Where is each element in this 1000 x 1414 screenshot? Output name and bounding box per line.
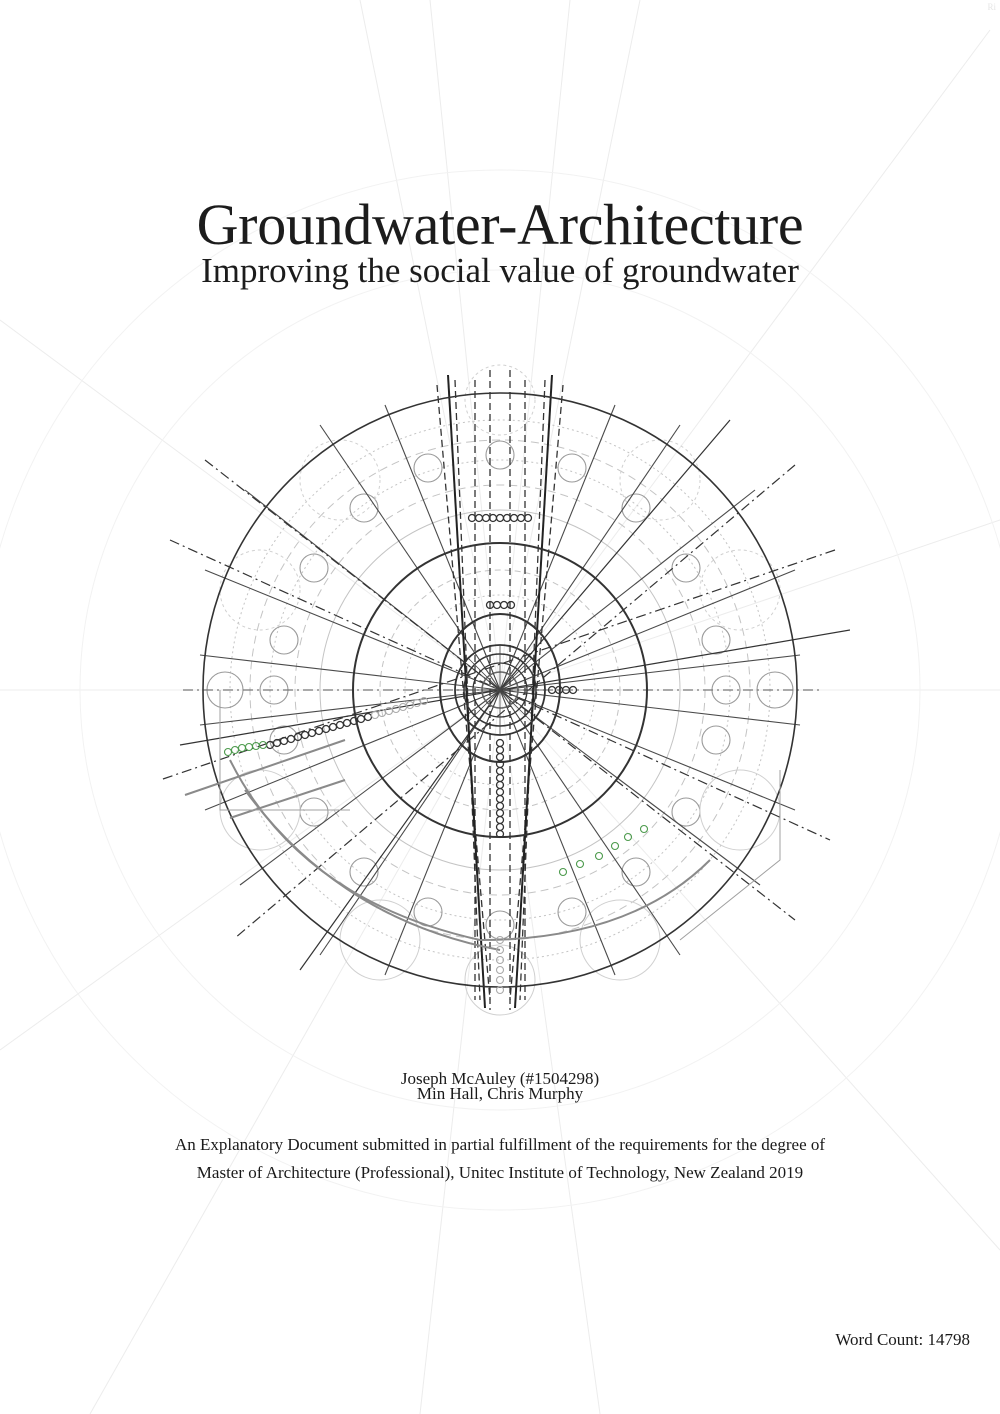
word-count: Word Count: 14798	[835, 1330, 970, 1349]
statement-line-2: Master of Architecture (Professional), Unitec Institute of Technology, New Zealand 2019	[196, 1163, 804, 1182]
statement-line-1: An Explanatory Document submitted in partial fulfillment of the requirements for the degree of	[174, 1135, 826, 1154]
submission-statement	[0, 1131, 1000, 1187]
author-name: Joseph McAuley (#1504298)	[400, 1069, 600, 1088]
document-subtitle: Improving the social value of groundwater	[201, 251, 799, 290]
radial-plan-drawing	[150, 340, 850, 1040]
document-title: Groundwater-Architecture	[196, 192, 804, 257]
supervisors: Min Hall, Chris Murphy	[416, 1084, 584, 1103]
corner-mark: Ri	[987, 2, 996, 12]
